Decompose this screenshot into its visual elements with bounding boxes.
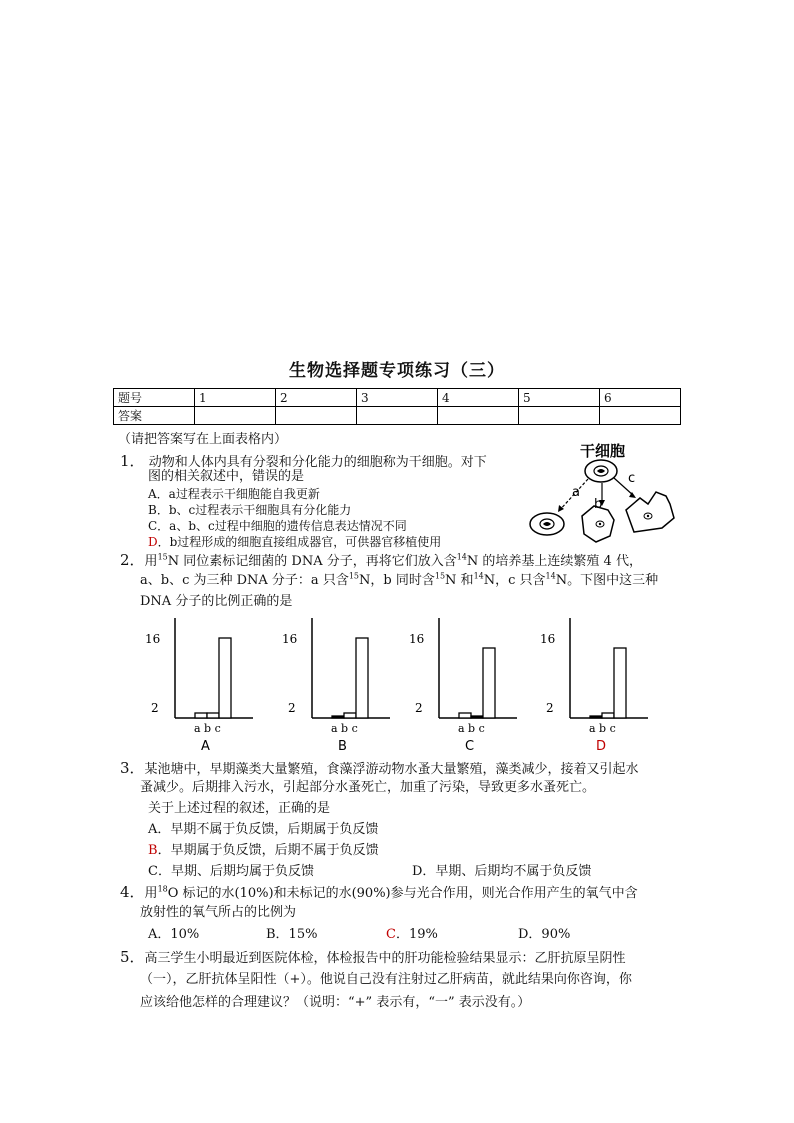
chart-label: D bbox=[596, 739, 607, 754]
q5-line1: 5．高三学生小明最近到医院体检，体检报告中的肝功能检验结果显示：乙肝抗原呈阴性 bbox=[120, 948, 626, 966]
q3-option-a[interactable]: A．早期不属于负反馈，后期属于负反馈 bbox=[148, 822, 379, 837]
q1-option-d[interactable]: D．b过程形成的细胞直接组成器官，可供器官移植使用 bbox=[148, 535, 442, 549]
svg-text:c: c bbox=[628, 471, 636, 486]
q3-option-d[interactable]: D．早期、后期均不属于负反馈 bbox=[412, 864, 592, 879]
q2-chart-d bbox=[540, 608, 670, 758]
q1-line1: 动物和人体内具有分裂和分化能力的细胞称为干细胞。对下 bbox=[148, 455, 487, 470]
bar bbox=[332, 716, 344, 718]
y-tick-label: 16 bbox=[145, 632, 161, 646]
table-row bbox=[114, 389, 681, 407]
table-cell: 1 bbox=[195, 389, 276, 407]
table-cell: 2 bbox=[276, 389, 357, 407]
bar bbox=[602, 713, 614, 718]
q2-chart-a bbox=[145, 608, 275, 758]
x-tick-labels: a b c bbox=[331, 722, 358, 735]
y-tick-label: 16 bbox=[540, 632, 556, 646]
y-tick-label: 2 bbox=[288, 701, 296, 715]
chart-label: B bbox=[338, 739, 347, 754]
q2-chart-b bbox=[282, 608, 412, 758]
q1-option-c[interactable]: C．a、b、c过程中细胞的遗传信息表达情况不同 bbox=[148, 519, 407, 533]
q3-option-c[interactable]: C．早期、后期均属于负反馈 bbox=[148, 864, 314, 879]
table-cell: 答案 bbox=[114, 407, 195, 425]
q2-line3: DNA 分子的比例正确的是 bbox=[140, 594, 293, 609]
table-cell: 5 bbox=[519, 389, 600, 407]
q3-line1: 3．某池塘中，早期藻类大量繁殖，食藻浮游动物水蚤大量繁殖，藻类减少，接着又引起水 bbox=[120, 759, 639, 777]
answer-cell[interactable] bbox=[519, 407, 600, 425]
bar bbox=[207, 713, 219, 718]
instruction-note: （请把答案写在上面表格内） bbox=[118, 432, 288, 447]
y-tick-label: 16 bbox=[282, 632, 298, 646]
q4-option-d[interactable]: D．90% bbox=[518, 927, 571, 942]
y-tick-label: 2 bbox=[415, 701, 423, 715]
bar bbox=[344, 713, 356, 718]
table-cell: 题号 bbox=[114, 389, 195, 407]
svg-text:a: a bbox=[572, 485, 580, 500]
table-cell: 6 bbox=[600, 389, 681, 407]
answer-table bbox=[113, 388, 681, 425]
bar bbox=[471, 716, 483, 718]
x-tick-labels: a b c bbox=[194, 722, 221, 735]
q2-chart-c bbox=[409, 608, 539, 758]
bar bbox=[219, 638, 231, 718]
q4-option-c[interactable]: C．19% bbox=[386, 927, 438, 942]
q4-line2: 放射性的氧气所占的比例为 bbox=[140, 905, 297, 920]
q3-line3: 关于上述过程的叙述，正确的是 bbox=[148, 801, 331, 816]
y-tick-label: 2 bbox=[151, 701, 159, 715]
q4-option-b[interactable]: B．15% bbox=[266, 927, 318, 942]
q1-number: 1． bbox=[120, 452, 145, 470]
bar bbox=[590, 716, 602, 718]
x-tick-labels: a b c bbox=[589, 722, 616, 735]
answer-cell[interactable] bbox=[195, 407, 276, 425]
q4-option-a[interactable]: A．10% bbox=[148, 927, 200, 942]
q2-line1: 2．用$^{15}$N 同位素标记细菌的 DNA 分子，再将它们放入含$^{14}$N 的培养基上连续繁殖 4 代， bbox=[120, 551, 642, 569]
answer-cell[interactable] bbox=[438, 407, 519, 425]
chart-label: A bbox=[201, 739, 210, 754]
page-title: 生物选择题专项练习（三） bbox=[289, 361, 505, 381]
stem-cell-diagram bbox=[522, 438, 682, 546]
answer-cell[interactable] bbox=[357, 407, 438, 425]
bar bbox=[356, 638, 368, 718]
table-cell: 4 bbox=[438, 389, 519, 407]
bar bbox=[195, 713, 207, 718]
y-tick-label: 16 bbox=[409, 632, 425, 646]
table-row bbox=[114, 407, 681, 425]
chart-label: C bbox=[465, 739, 475, 754]
q2-line2: a、b、c 为三种 DNA 分子：a 只含$^{15}$N，b 同时含$^{15}$N 和$^{14}$N，c 只含$^{14}$N。下图中这三种 bbox=[140, 571, 659, 588]
q3-option-b[interactable]: B．早期属于负反馈，后期不属于负反馈 bbox=[148, 843, 379, 858]
q1-option-a[interactable]: A．a过程表示干细胞能自我更新 bbox=[148, 487, 320, 501]
q5-line3: 应该给他怎样的合理建议？（说明：“+” 表示有，“一” 表示没有。） bbox=[140, 995, 531, 1010]
q5-line2: （一），乙肝抗体呈阳性（+）。他说自己没有注射过乙肝病苗，就此结果向你咨询，你 bbox=[140, 972, 632, 987]
q1-line2: 图的相关叙述中，错误的是 bbox=[148, 469, 305, 484]
answer-cell[interactable] bbox=[600, 407, 681, 425]
bar bbox=[614, 648, 626, 718]
table-cell: 3 bbox=[357, 389, 438, 407]
diagram-title: 干细胞 bbox=[580, 442, 626, 460]
bar bbox=[483, 648, 495, 718]
q4-line1: 4．用$^{18}$O 标记的水(10%)和未标记的水(90%)参与光合作用，则光合作用产生的氧气中含 bbox=[120, 883, 638, 901]
y-tick-label: 2 bbox=[546, 701, 554, 715]
answer-cell[interactable] bbox=[276, 407, 357, 425]
x-tick-labels: a b c bbox=[458, 722, 485, 735]
q1-option-b[interactable]: B．b、c过程表示干细胞具有分化能力 bbox=[148, 503, 352, 517]
bar bbox=[459, 713, 471, 718]
q3-line2: 蚤减少。后期排入污水，引起部分水蚤死亡，加重了污染，导致更多水蚤死亡。 bbox=[140, 780, 596, 795]
differentiated-cell-icon bbox=[626, 492, 674, 532]
svg-text:b: b bbox=[594, 497, 603, 512]
